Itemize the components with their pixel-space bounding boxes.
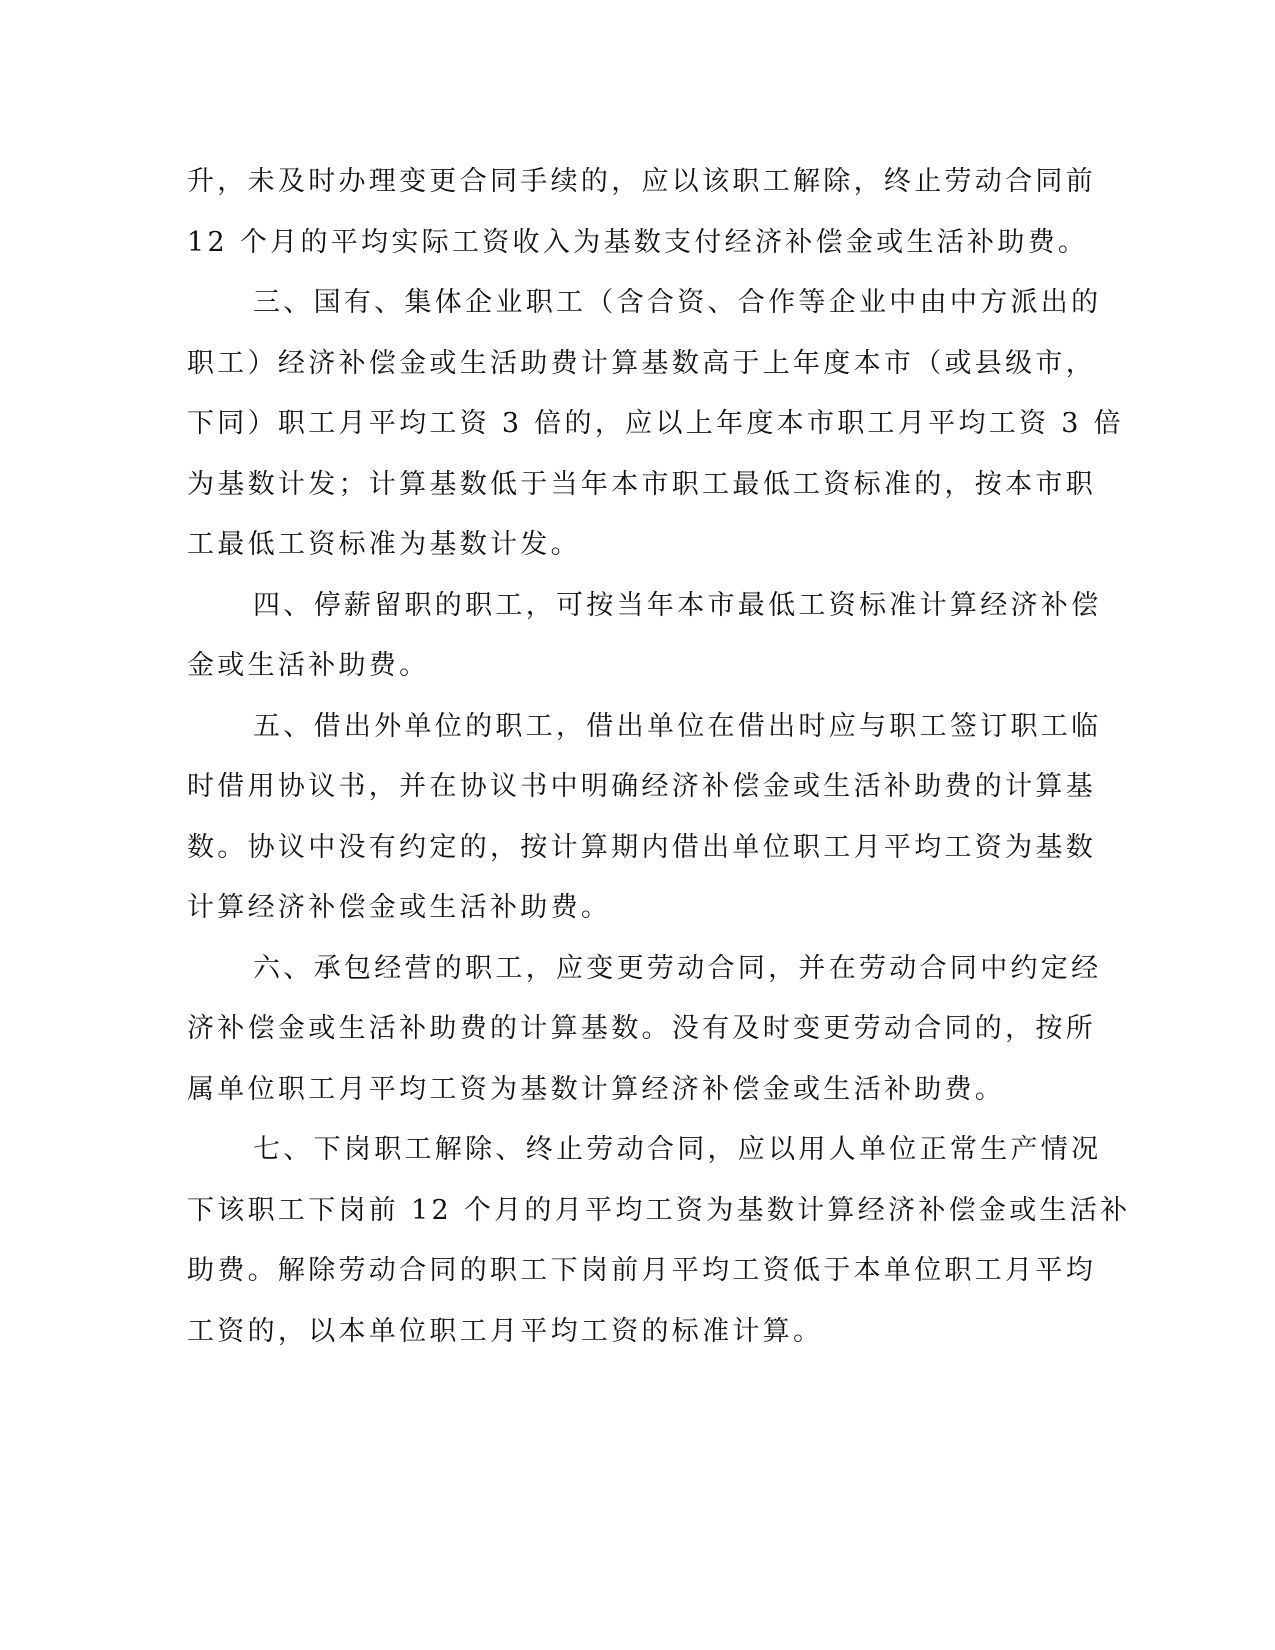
text-line: 济补偿金或生活补助费的计算基数。没有及时变更劳动合同的，按所 [187,1013,1096,1044]
text-line: 数。协议中没有约定的，按计算期内借出单位职工月平均工资为基数 [187,831,1096,863]
text-line: 职工）经济补偿金或生活助费计算基数高于上年度本市（或县级市， [187,347,1096,379]
text-line: 工资的，以本单位职工月平均工资的标准计算。 [187,1315,824,1347]
paragraph-six-start: 六、承包经营的职工，应变更劳动合同，并在劳动合同中约定经 [253,952,1102,984]
paragraph-three-start: 三、国有、集体企业职工（含合资、合作等企业中由中方派出的 [253,287,1102,318]
text-line: 计算经济补偿金或生活补助费。 [187,892,612,923]
text-line: 下该职工下岗前 12 个月的月平均工资为基数计算经济补偿金或生活补 [187,1194,1131,1226]
paragraph-five-start: 五、借出外单位的职工，借出单位在借出时应与职工签订职工临 [253,710,1102,742]
text-line: 下同）职工月平均工资 3 倍的，应以上年度本市职工月平均工资 3 倍 [187,408,1124,439]
text-line: 12 个月的平均实际工资收入为基数支付经济补偿金或生活补助费。 [187,226,1089,258]
text-line: 为基数计发；计算基数低于当年本市职工最低工资标准的，按本市职 [187,468,1096,500]
text-line: 助费。解除劳动合同的职工下岗前月平均工资低于本单位职工月平均 [187,1255,1096,1286]
text-line: 属单位职工月平均工资为基数计算经济补偿金或生活补助费。 [187,1073,1006,1105]
text-line: 升，未及时办理变更合同手续的，应以该职工解除，终止劳动合同前 [187,166,1096,197]
paragraph-seven-start: 七、下岗职工解除、终止劳动合同，应以用人单位正常生产情况 [253,1134,1102,1165]
text-line: 金或生活补助费。 [187,650,430,681]
text-line: 时借用协议书，并在协议书中明确经济补偿金或生活补助费的计算基 [187,771,1096,802]
document-body [187,152,1131,1362]
text-line: 工最低工资标准为基数计发。 [187,529,581,560]
paragraph-four-start: 四、停薪留职的职工，可按当年本市最低工资标准计算经济补偿 [253,589,1102,621]
